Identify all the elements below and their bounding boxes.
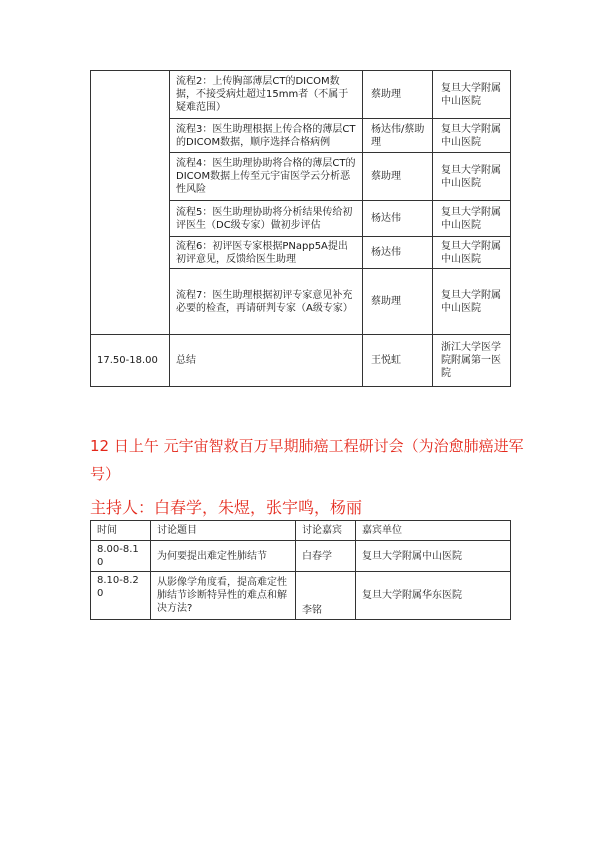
- org-cell: 浙江大学医学院附属第一医院: [433, 335, 511, 387]
- time-cell: [91, 71, 170, 335]
- header-time: 时间: [91, 521, 151, 541]
- time-cell: 8.10-8.20: [91, 572, 151, 620]
- speaker-cell: 蔡助理: [363, 153, 433, 201]
- table-row: [91, 541, 511, 572]
- speaker-cell: 杨达伟: [363, 201, 433, 237]
- org-cell: 复旦大学附属中山医院: [433, 269, 511, 335]
- topic-cell: 流程4：医生助理协助将合格的薄层CT的DICOM数据上传至元宇宙医学云分析恶性风险: [170, 153, 363, 201]
- org-cell: 复旦大学附属中山医院: [433, 237, 511, 269]
- org-cell: 复旦大学附属华东医院: [356, 572, 511, 620]
- session-agenda-table: [90, 520, 511, 620]
- topic-cell: 总结: [170, 335, 363, 387]
- session-hosts: 主持人：白春学，朱煜，张宇鸣，杨丽: [90, 498, 363, 517]
- guest-cell: 李铭: [296, 572, 356, 620]
- table-header-row: [91, 521, 511, 541]
- org-cell: 复旦大学附属中山医院: [433, 119, 511, 153]
- topic-cell: 从影像学角度看，提高难定性肺结节诊断特异性的难点和解决方法?: [151, 572, 296, 620]
- speaker-cell: 蔡助理: [363, 269, 433, 335]
- topic-cell: 流程7：医生助理根据初评专家意见补充必要的检查，再请研判专家（A级专家）: [170, 269, 363, 335]
- speaker-cell: 王悦虹: [363, 335, 433, 387]
- org-cell: 复旦大学附属中山医院: [433, 71, 511, 119]
- speaker-cell: 杨达伟: [363, 237, 433, 269]
- org-cell: 复旦大学附属中山医院: [433, 153, 511, 201]
- org-cell: 复旦大学附属中山医院: [356, 541, 511, 572]
- topic-cell: 流程6：初评医专家根据PNapp5A提出初评意见，反馈给医生助理: [170, 237, 363, 269]
- speaker-cell: 杨达伟/蔡助理: [363, 119, 433, 153]
- agenda-table-continued: [90, 70, 511, 387]
- guest-cell: 白春学: [296, 541, 356, 572]
- header-topic: 讨论题目: [151, 521, 296, 541]
- time-cell: 17.50-18.00: [91, 335, 170, 387]
- table-row: [91, 335, 511, 387]
- speaker-cell: 蔡助理: [363, 71, 433, 119]
- header-org: 嘉宾单位: [356, 521, 511, 541]
- org-cell: 复旦大学附属中山医院: [433, 201, 511, 237]
- header-guest: 讨论嘉宾: [296, 521, 356, 541]
- table-row: [91, 572, 511, 620]
- topic-cell: 为何要提出难定性肺结节: [151, 541, 296, 572]
- topic-cell: 流程5：医生助理协助将分析结果传给初评医生（DC级专家）做初步评估: [170, 201, 363, 237]
- table-row: [91, 71, 511, 119]
- session-title: 12 日上午 元宇宙智救百万早期肺癌工程研讨会（为治愈肺癌进军号）: [90, 437, 524, 483]
- topic-cell: 流程3：医生助理根据上传合格的薄层CT的DICOM数据，顺序选择合格病例: [170, 119, 363, 153]
- time-cell: 8.00-8.10: [91, 541, 151, 572]
- topic-cell: 流程2：上传胸部薄层CT的DICOM数据，不接受病灶超过15mm者（不属于疑难范围）: [170, 71, 363, 119]
